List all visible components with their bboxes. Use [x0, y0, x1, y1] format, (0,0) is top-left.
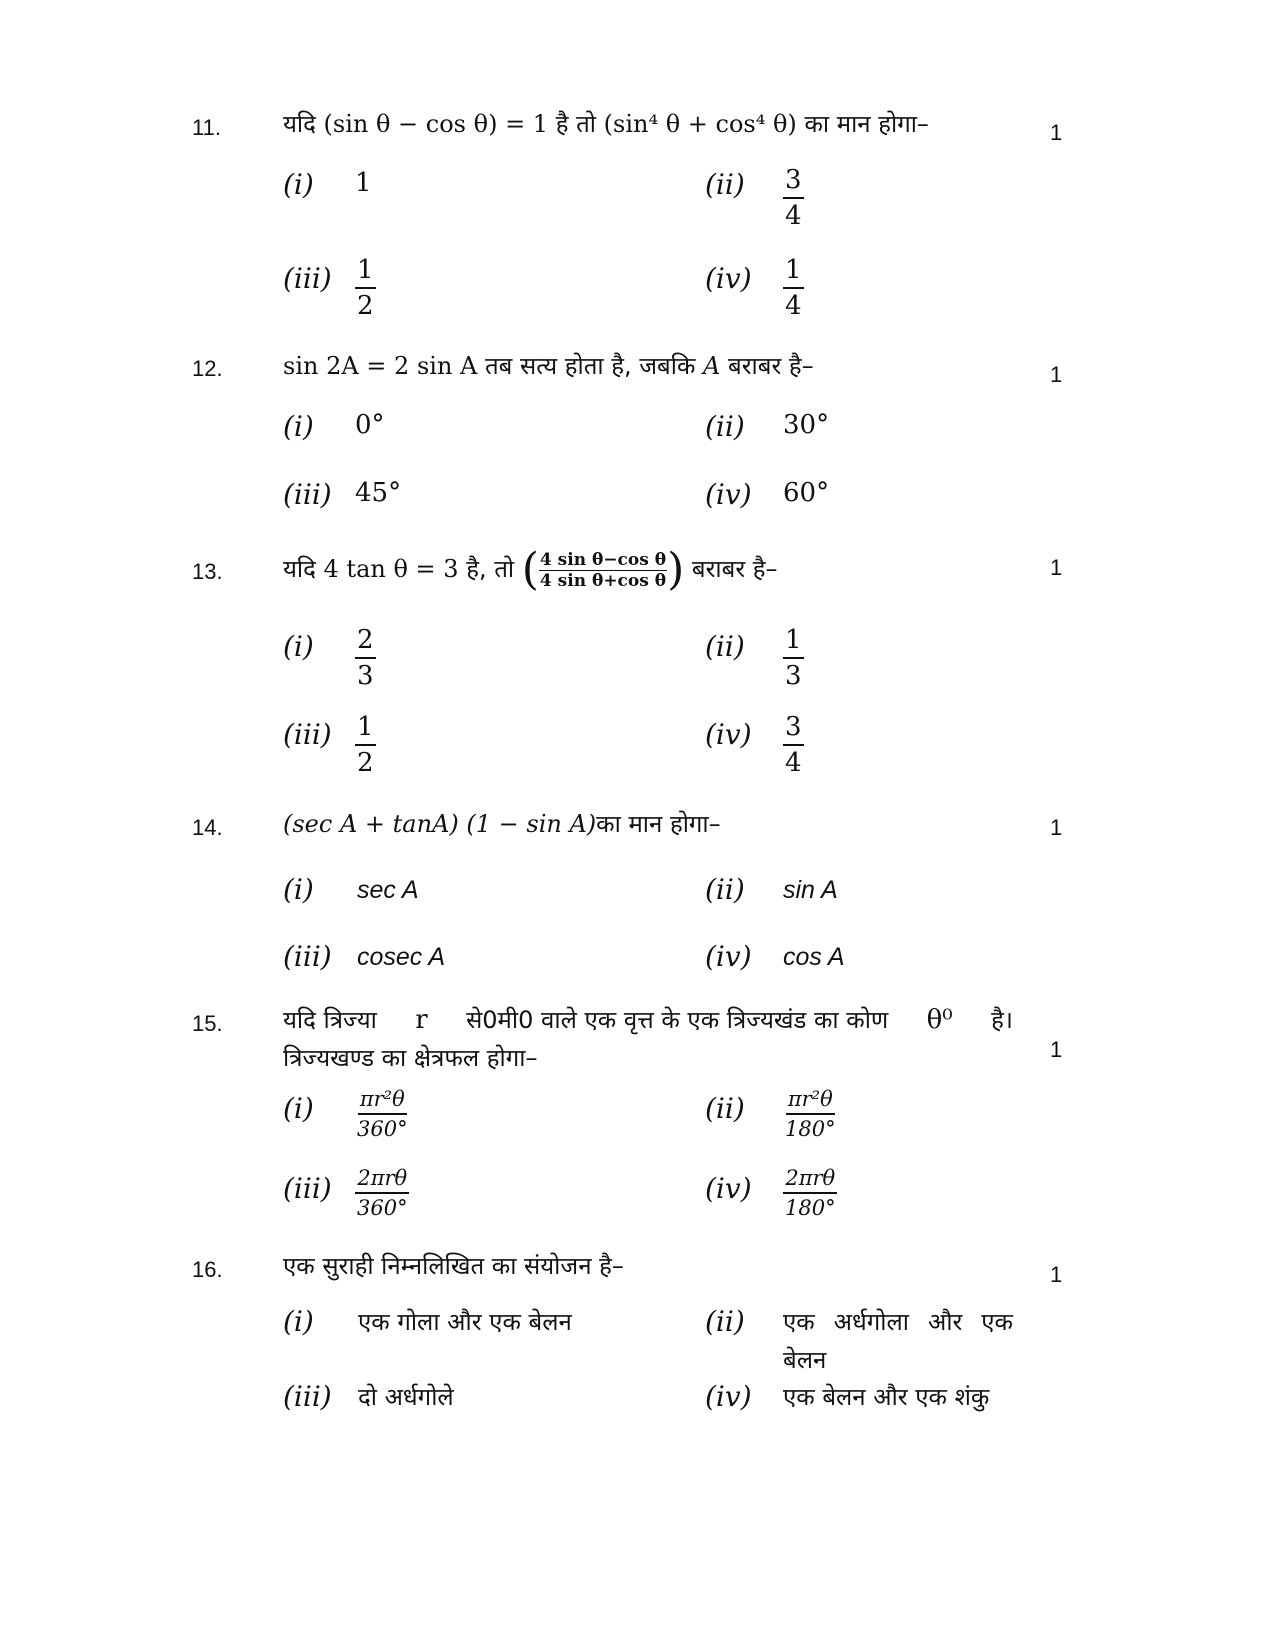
question-text-part: यदि: [283, 110, 316, 138]
fraction-denominator: 4: [785, 201, 802, 231]
fraction-numerator: 2πrθ: [783, 1166, 837, 1194]
question-marks: 1: [1050, 1037, 1063, 1062]
option-value: sec A: [357, 876, 419, 904]
fraction-denominator: 3: [357, 661, 374, 691]
question-text-part: तब सत्य होता है, जबकि: [485, 352, 696, 380]
question-marks: 1: [1050, 362, 1063, 387]
question-text-part: का मान होगा–: [804, 110, 929, 138]
option-label: (ii): [705, 410, 745, 443]
fraction-denominator: 2: [357, 748, 374, 778]
question-text: [283, 1001, 1013, 1077]
question-text: [283, 544, 778, 595]
fraction-numerator: 1: [783, 255, 804, 289]
option-label: (iii): [283, 1380, 332, 1413]
question-text-part: बराबर है–: [728, 352, 814, 380]
fraction-denominator: 2: [357, 291, 374, 321]
option-label: (i): [283, 873, 314, 906]
math-expression: (sin⁴ θ + cos⁴ θ): [603, 110, 797, 138]
option-fraction: [783, 1087, 838, 1141]
fraction-numerator: 4 sin θ−cos θ: [539, 549, 667, 570]
fraction-denominator: 4: [785, 291, 802, 321]
option-fraction: [355, 625, 376, 691]
question-line: त्रिज्यखण्ड का क्षेत्रफल होगा–: [283, 1044, 538, 1072]
option-label: (iv): [705, 940, 752, 973]
question-text-part: से0मी0 वाले एक वृत्त के एक त्रिज्यखंड का कोण: [466, 1006, 889, 1034]
question-line: [283, 1001, 1013, 1039]
option-label: (iv): [705, 1172, 752, 1205]
option-fraction: [783, 712, 804, 778]
option-value: 30°: [783, 410, 830, 440]
option-fraction: [783, 1166, 838, 1220]
option-value: एक अर्धगोला और एक बेलन: [783, 1308, 1013, 1374]
option-label: (iii): [283, 940, 332, 973]
option-value: sin A: [783, 876, 838, 904]
math-expression: 4 tan θ = 3: [323, 555, 459, 583]
fraction-numerator: πr²θ: [786, 1087, 835, 1115]
question-text-part: है।: [991, 1006, 1013, 1034]
option-label: (ii): [705, 1092, 745, 1125]
question-text-part: बराबर है–: [691, 555, 778, 583]
option-label: (i): [283, 410, 314, 443]
fraction-numerator: 1: [355, 255, 376, 289]
question-marks: 1: [1050, 1262, 1063, 1287]
question-number: 11.: [192, 115, 221, 140]
option-label: (i): [283, 168, 314, 201]
option-fraction: [355, 1087, 410, 1141]
question-marks: 1: [1050, 120, 1063, 145]
question-marks: 1: [1050, 555, 1063, 580]
fraction-denominator: 3: [785, 661, 802, 691]
fraction-denominator: 180°: [785, 1117, 836, 1141]
question-text: [283, 105, 929, 143]
option-label: (ii): [705, 1305, 745, 1338]
option-label: (iii): [283, 1172, 332, 1205]
fraction-denominator: 360°: [357, 1196, 408, 1220]
fraction-numerator: 3: [783, 165, 804, 199]
option-value: cosec A: [357, 943, 446, 971]
option-fraction: [355, 255, 376, 321]
option-label: (iv): [705, 1380, 752, 1413]
option-value: एक बेलन और एक शंकु: [783, 1383, 990, 1411]
fraction-expression: [521, 544, 685, 595]
question-marks: 1: [1050, 815, 1063, 840]
math-expression: θ⁰: [926, 1005, 953, 1035]
fraction-numerator: 1: [783, 625, 804, 659]
question-number: 12.: [192, 356, 223, 381]
question-text-part: का मान होगा–: [596, 810, 721, 838]
option-label: (iv): [705, 262, 752, 295]
fraction-denominator: 4 sin θ+cos θ: [539, 570, 667, 591]
question-text-part: यदि त्रिज्या: [283, 1006, 377, 1034]
option-value: cos A: [783, 943, 845, 971]
option-label: (iii): [283, 478, 332, 511]
question-text-part: यदि: [283, 555, 316, 583]
question-number: 15.: [192, 1011, 223, 1036]
fraction-numerator: πr²θ: [358, 1087, 407, 1115]
fraction-numerator: 1: [355, 712, 376, 746]
option-fraction: [783, 165, 804, 231]
option-label: (iv): [705, 718, 752, 751]
option-value: 1: [355, 168, 372, 198]
option-fraction: [783, 625, 804, 691]
question-number: 14.: [192, 815, 223, 840]
question-text: [283, 805, 721, 843]
fraction-numerator: 3: [783, 712, 804, 746]
math-expression: (sin θ − cos θ) = 1: [323, 110, 549, 138]
math-expression: r: [415, 1005, 428, 1035]
fraction-denominator: 180°: [785, 1196, 836, 1220]
option-value: 0°: [355, 410, 385, 440]
option-label: (ii): [705, 168, 745, 201]
inline-fraction: [539, 550, 667, 591]
option-value: 60°: [783, 478, 830, 508]
question-text-part: है, तो: [466, 555, 515, 583]
fraction-numerator: 2πrθ: [355, 1166, 409, 1194]
fraction-denominator: 4: [785, 748, 802, 778]
option-label: (iv): [705, 478, 752, 511]
left-paren: (: [521, 544, 539, 595]
option-fraction: [783, 255, 804, 321]
question-text: [283, 1247, 624, 1285]
fraction-numerator: 2: [355, 625, 376, 659]
right-paren: ): [667, 544, 685, 595]
math-expression: (sec A + tanA) (1 − sin A): [283, 810, 597, 838]
option-fraction: [355, 1166, 410, 1220]
math-expression: sin 2A = 2 sin A: [283, 352, 478, 380]
option-fraction: [355, 712, 376, 778]
question-number: 13.: [192, 559, 223, 584]
option-label: (iii): [283, 718, 332, 751]
question-text-part: एक सुराही निम्नलिखित का संयोजन है–: [283, 1252, 624, 1280]
option-value: एक गोला और एक बेलन: [358, 1308, 572, 1336]
option-label: (ii): [705, 873, 745, 906]
math-expression: A: [703, 352, 721, 380]
option-label: (i): [283, 630, 314, 663]
option-value: दो अर्धगोले: [358, 1383, 454, 1411]
option-label: (i): [283, 1305, 314, 1338]
question-number: 16.: [192, 1257, 223, 1282]
option-label: (iii): [283, 262, 332, 295]
option-label: (i): [283, 1092, 314, 1125]
fraction-denominator: 360°: [357, 1117, 408, 1141]
option-label: (ii): [705, 630, 745, 663]
question-text: [283, 347, 814, 385]
option-value: 45°: [355, 478, 402, 508]
question-text-part: है तो: [555, 110, 596, 138]
